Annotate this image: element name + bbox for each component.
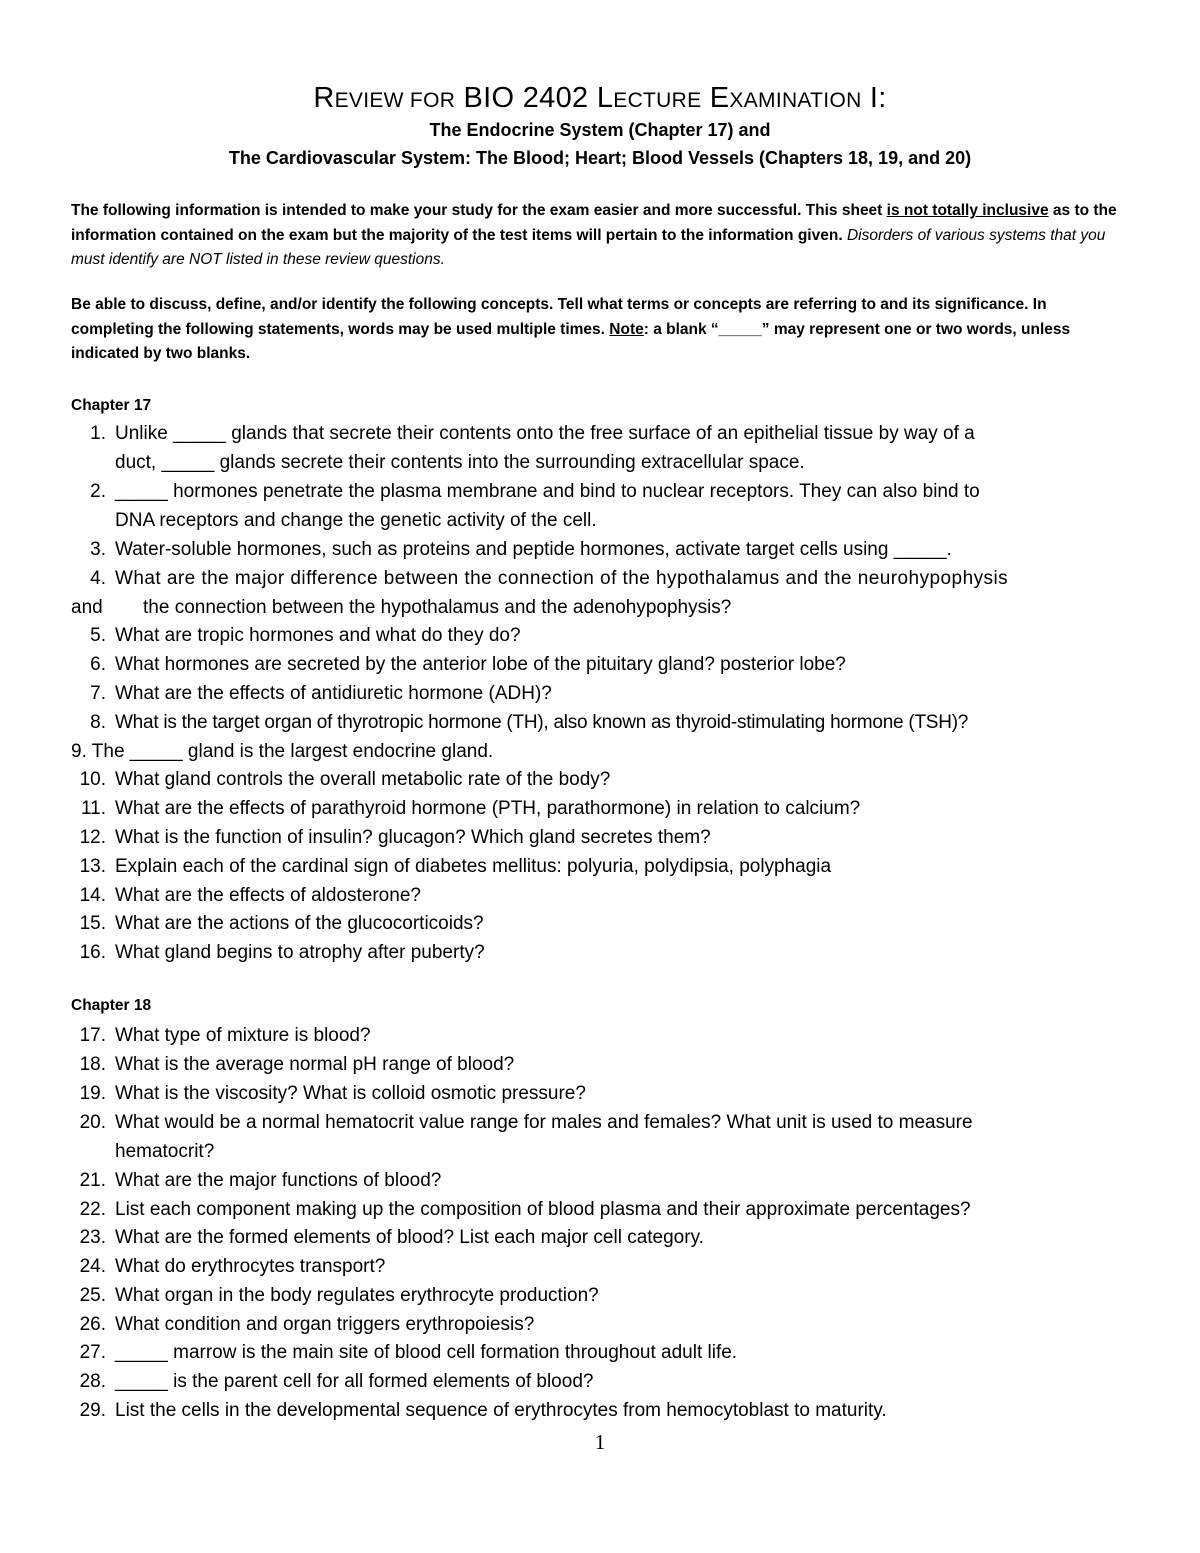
page-title: [0, 82, 1200, 115]
question-text: What are the formed elements of blood? List each major cell category.: [115, 1227, 704, 1248]
subtitle-cardiovascular: The Cardiovascular System: The Blood; Heart; Blood Vessels (Chapters 18, 19, and 20): [228, 148, 972, 168]
question-text: What are the effects of antidiuretic hormone (ADH)?: [115, 683, 552, 704]
question-text: What hormones are secreted by the anterior lobe of the pituitary gland? posterior lobe?: [115, 654, 846, 675]
question-number: 17.: [79, 1025, 106, 1046]
question-text: DNA receptors and change the genetic activity of the cell.: [115, 510, 597, 531]
question-text: What type of mixture is blood?: [115, 1025, 371, 1046]
question-text: _____ is the parent cell for all formed elements of blood?: [115, 1371, 594, 1392]
question-9: 9. The _____ gland is the largest endocrine gland.: [71, 741, 494, 762]
question-text: What is the target organ of thyrotropic hormone (TH), also known as thyroid-stimulating hormone (TSH)?: [115, 712, 969, 733]
question-text: What are the major difference between the connection of the hypothalamus and the neurohypophysis: [115, 568, 1009, 589]
title-part: I:: [869, 82, 887, 114]
title-part: L: [596, 82, 614, 114]
question-number: 10.: [79, 769, 106, 790]
instructions-text: : a blank “_____” may represent one or two words, unless indicated by two blanks.: [71, 320, 1071, 362]
question-number: 2.: [90, 481, 106, 502]
title-part: R: [313, 82, 335, 114]
question-text: _____ hormones penetrate the plasma membrane and bind to nuclear receptors. They can also bind to: [115, 481, 980, 502]
question-number: 14.: [79, 885, 106, 906]
question-number: 11.: [80, 798, 106, 819]
question-text: What are tropic hormones and what do they do?: [115, 625, 521, 646]
instructions-text: Be able to discuss, define, and/or identify the following concepts. Tell what terms or concepts are referring to and its significance. In completing the following statements, words may be used multiple times.: [71, 296, 1047, 338]
title-part: EVIEW FOR: [334, 89, 456, 112]
question-number: 21.: [79, 1170, 106, 1191]
question-number: 29.: [79, 1400, 106, 1421]
question-text: and: [71, 597, 103, 618]
question-text: What organ in the body regulates erythrocyte production?: [115, 1285, 599, 1306]
question-text: Explain each of the cardinal sign of diabetes mellitus: polyuria, polydipsia, polyphagia: [115, 856, 832, 877]
page-number: 1: [594, 1430, 606, 1454]
question-text: What are the effects of parathyroid hormone (PTH, parathormone) in relation to calcium?: [115, 798, 861, 819]
chapter-18-heading: Chapter 18: [71, 997, 152, 1014]
question-number: 13.: [79, 856, 106, 877]
question-number: 20.: [79, 1112, 106, 1133]
intro-text: as to the information contained on the exam but the majority of the test items will pertain to the information given.: [71, 202, 1117, 244]
question-number: 3.: [90, 539, 106, 560]
question-number: 24.: [79, 1256, 106, 1277]
question-text: What condition and organ triggers erythropoiesis?: [115, 1314, 535, 1335]
question-text: What are the effects of aldosterone?: [115, 885, 421, 906]
question-text: List each component making up the composition of blood plasma and their approximate percentages?: [115, 1199, 971, 1220]
intro-underlined-text: is not totally inclusive: [886, 202, 1049, 219]
intro-paragraph: [71, 199, 1131, 273]
question-number: 27.: [79, 1342, 106, 1363]
question-number: 6.: [90, 654, 106, 675]
question-text: What are the actions of the glucocorticoids?: [115, 913, 484, 934]
question-number: 5.: [90, 625, 106, 646]
question-number: 22.: [79, 1199, 106, 1220]
question-number: 25.: [79, 1285, 106, 1306]
question-text: hematocrit?: [115, 1141, 215, 1162]
note-label: Note: [609, 320, 644, 338]
question-text: What gland controls the overall metabolic rate of the body?: [115, 769, 611, 790]
question-text: What is the viscosity? What is colloid osmotic pressure?: [115, 1083, 586, 1104]
question-number: 4.: [90, 568, 106, 589]
title-part: E: [709, 82, 730, 114]
question-text: List the cells in the developmental sequence of erythrocytes from hemocytoblast to maturity.: [115, 1400, 887, 1421]
instructions-paragraph: [71, 293, 1131, 367]
chapter-17-heading: Chapter 17: [71, 397, 152, 414]
question-text: _____ marrow is the main site of blood cell formation throughout adult life.: [115, 1342, 738, 1363]
question-number: 26.: [79, 1314, 106, 1335]
title-part: BIO 2402: [463, 82, 589, 114]
intro-text: The following information is intended to make your study for the exam easier and more successful. This sheet: [71, 202, 887, 219]
question-text: What do erythrocytes transport?: [115, 1256, 386, 1277]
question-text: the connection between the hypothalamus and the adenohypophysis?: [143, 597, 732, 618]
question-text: duct, _____ glands secrete their contents into the surrounding extracellular space.: [115, 452, 805, 473]
question-text: What gland begins to atrophy after puberty?: [115, 942, 485, 963]
question-text: What would be a normal hematocrit value range for males and females? What unit is used to measure: [115, 1112, 973, 1133]
question-text: What are the major functions of blood?: [115, 1170, 442, 1191]
question-number: 1.: [90, 423, 106, 444]
question-number: 12.: [79, 827, 106, 848]
question-number: 7.: [90, 683, 106, 704]
question-number: 15.: [79, 913, 106, 934]
question-number: 28.: [79, 1371, 106, 1392]
question-number: 23.: [79, 1227, 106, 1248]
question-text: What is the average normal pH range of blood?: [115, 1054, 515, 1075]
question-number: 19.: [79, 1083, 106, 1104]
question-text: What is the function of insulin? glucagon? Which gland secretes them?: [115, 827, 711, 848]
intro-italic-text: Disorders of various systems that you must identify are NOT listed in these review questions.: [71, 226, 1106, 268]
subtitle-endocrine: The Endocrine System (Chapter 17) and: [429, 120, 771, 140]
question-number: 8.: [90, 712, 106, 733]
title-part: ECTURE: [613, 89, 702, 112]
question-text: Water-soluble hormones, such as proteins and peptide hormones, activate target cells using _____.: [115, 539, 952, 560]
question-number: 16.: [79, 942, 106, 963]
question-text: Unlike _____ glands that secrete their contents onto the free surface of an epithelial tissue by way of a: [115, 423, 975, 444]
question-number: 18.: [79, 1054, 106, 1075]
title-part: XAMINATION: [729, 89, 862, 112]
